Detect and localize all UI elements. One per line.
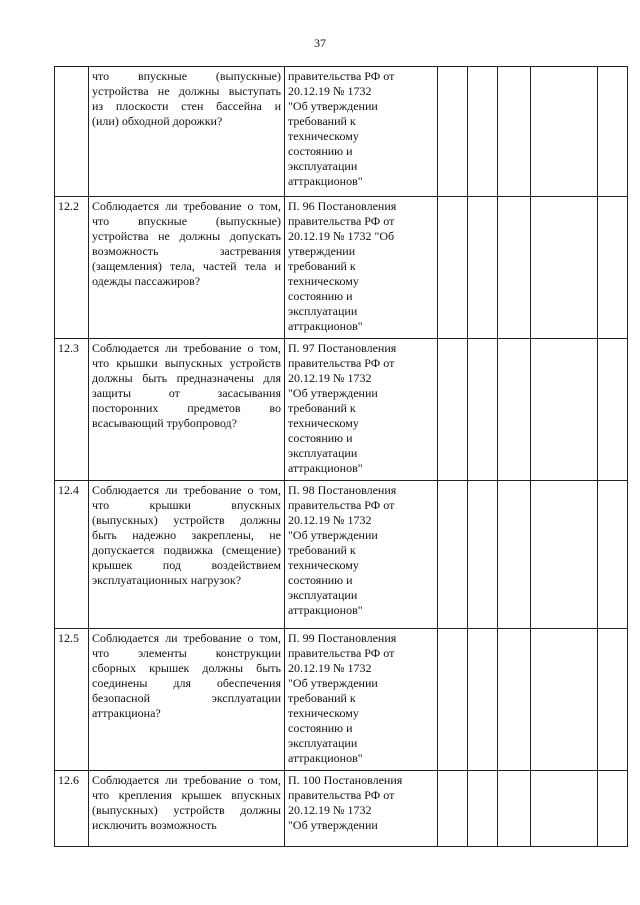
basis-line: требований к [288, 691, 356, 705]
basis-line: П. 100 Постановления [288, 773, 403, 787]
basis-line: аттракционов" [288, 319, 363, 333]
checklist-row [55, 339, 628, 481]
basis-line: правительства РФ от [288, 788, 395, 802]
answer-yes-cell [438, 197, 468, 339]
question-line: допускается подвижка (смещение) [92, 543, 281, 557]
notes-cell [531, 481, 598, 629]
question-line: крышек под воздействием [92, 558, 281, 572]
answer-yes-cell [438, 67, 468, 197]
basis-line: требований к [288, 114, 356, 128]
answer-no-cell [468, 197, 498, 339]
basis-line: правительства РФ от [288, 69, 395, 83]
requirement-question [89, 771, 285, 847]
answer-na-cell [498, 67, 531, 197]
answer-no-cell [468, 771, 498, 847]
question-line: должны быть предназначены для [92, 371, 281, 385]
question-line: одежды пассажиров? [92, 274, 201, 288]
basis-line: состоянию и [288, 144, 353, 158]
basis-line: П. 98 Постановления [288, 483, 397, 497]
basis-line: требований к [288, 543, 356, 557]
basis-line: правительства РФ от [288, 498, 395, 512]
legal-basis [285, 197, 438, 339]
requirement-question [89, 629, 285, 771]
basis-line: аттракционов" [288, 461, 363, 475]
basis-line: требований к [288, 259, 356, 273]
question-line: Соблюдается ли требование о том, [92, 199, 281, 213]
basis-line: требований к [288, 401, 356, 415]
requirement-question [89, 481, 285, 629]
basis-line: эксплуатации [288, 304, 358, 318]
basis-line: 20.12.19 № 1732 [288, 661, 372, 675]
question-line: эксплуатационных нагрузок? [92, 573, 242, 587]
answer-na-cell [498, 481, 531, 629]
extra-cell [598, 629, 628, 771]
answer-no-cell [468, 67, 498, 197]
basis-line: аттракционов" [288, 174, 363, 188]
basis-line: правительства РФ от [288, 646, 395, 660]
question-line: что крышки впускных [92, 498, 281, 512]
checklist-table [54, 66, 628, 847]
question-line: исключить возможность [92, 818, 217, 832]
question-line: возможность застревания [92, 244, 281, 258]
basis-line: эксплуатации [288, 588, 358, 602]
notes-cell [531, 771, 598, 847]
basis-line: "Об утверждении [288, 386, 378, 400]
question-line: устройства не должны выступать [92, 84, 281, 98]
answer-na-cell [498, 197, 531, 339]
question-line: (или) обходной дорожки? [92, 114, 223, 128]
basis-line: эксплуатации [288, 446, 358, 460]
checklist-row [55, 197, 628, 339]
question-line: посторонних предметов во [92, 401, 281, 415]
question-line: Соблюдается ли требование о том, [92, 341, 281, 355]
question-line: из плоскости стен бассейна и [92, 99, 281, 113]
item-number: 12.5 [55, 629, 89, 771]
answer-yes-cell [438, 339, 468, 481]
checklist-rows [55, 67, 628, 847]
basis-line: 20.12.19 № 1732 [288, 84, 372, 98]
requirement-question [89, 67, 285, 197]
basis-line: П. 97 Постановления [288, 341, 397, 355]
question-line: защиты от засасывания [92, 386, 281, 400]
checklist-row [55, 67, 628, 197]
basis-line: "Об утверждении [288, 676, 378, 690]
basis-line: аттракционов" [288, 751, 363, 765]
extra-cell [598, 339, 628, 481]
legal-basis [285, 339, 438, 481]
basis-line: техническому [288, 274, 359, 288]
basis-line: "Об утверждении [288, 528, 378, 542]
basis-line: 20.12.19 № 1732 "Об [288, 229, 395, 243]
requirement-question [89, 197, 285, 339]
answer-na-cell [498, 629, 531, 771]
notes-cell [531, 339, 598, 481]
basis-line: правительства РФ от [288, 214, 395, 228]
question-line: что крышки выпускных устройств [92, 356, 281, 370]
question-line: устройства не должны допускать [92, 229, 281, 243]
answer-yes-cell [438, 771, 468, 847]
basis-line: состоянию и [288, 573, 353, 587]
basis-line: П. 96 Постановления [288, 199, 397, 213]
checklist-row [55, 481, 628, 629]
item-number: 12.4 [55, 481, 89, 629]
question-line: (выпускных) устройств должны [92, 803, 281, 817]
legal-basis [285, 771, 438, 847]
extra-cell [598, 771, 628, 847]
question-line: Соблюдается ли требование о том, [92, 631, 281, 645]
item-number: 12.2 [55, 197, 89, 339]
extra-cell [598, 67, 628, 197]
basis-line: эксплуатации [288, 159, 358, 173]
basis-line: 20.12.19 № 1732 [288, 513, 372, 527]
basis-line: П. 99 Постановления [288, 631, 397, 645]
checklist-row [55, 771, 628, 847]
basis-line: "Об утверждении [288, 99, 378, 113]
question-line: соединены для обеспечения [92, 676, 281, 690]
question-line: (выпускных) устройств должны [92, 513, 281, 527]
basis-line: эксплуатации [288, 736, 358, 750]
basis-line: правительства РФ от [288, 356, 395, 370]
question-line: всасывающий трубопровод? [92, 416, 237, 430]
answer-na-cell [498, 339, 531, 481]
notes-cell [531, 67, 598, 197]
notes-cell [531, 197, 598, 339]
basis-line: аттракционов" [288, 603, 363, 617]
question-line: быть надежно закреплены, не [92, 528, 281, 542]
answer-no-cell [468, 629, 498, 771]
legal-basis [285, 67, 438, 197]
requirement-question [89, 339, 285, 481]
basis-line: техническому [288, 706, 359, 720]
answer-na-cell [498, 771, 531, 847]
item-number: 12.6 [55, 771, 89, 847]
question-line: что впускные (выпускные) [92, 69, 281, 83]
basis-line: состоянию и [288, 289, 353, 303]
answer-no-cell [468, 339, 498, 481]
basis-line: 20.12.19 № 1732 [288, 371, 372, 385]
basis-line: состоянию и [288, 721, 353, 735]
basis-line: техническому [288, 558, 359, 572]
legal-basis [285, 629, 438, 771]
extra-cell [598, 481, 628, 629]
question-line: Соблюдается ли требование о том, [92, 773, 281, 787]
basis-line: "Об утверждении [288, 818, 378, 832]
basis-line: состоянию и [288, 431, 353, 445]
basis-line: утверждении [288, 244, 356, 258]
answer-yes-cell [438, 481, 468, 629]
question-line: безопасной эксплуатации [92, 691, 281, 705]
question-line: что элементы конструкции [92, 646, 281, 660]
extra-cell [598, 197, 628, 339]
basis-line: техническому [288, 416, 359, 430]
answer-yes-cell [438, 629, 468, 771]
question-line: сборных крышек должны быть [92, 661, 281, 675]
item-number [55, 67, 89, 197]
legal-basis [285, 481, 438, 629]
notes-cell [531, 629, 598, 771]
page-number: 37 [314, 36, 326, 50]
question-line: Соблюдается ли требование о том, [92, 483, 281, 497]
checklist-row [55, 629, 628, 771]
answer-no-cell [468, 481, 498, 629]
question-line: (защемления) тела, частей тела и [92, 259, 281, 273]
basis-line: техническому [288, 129, 359, 143]
basis-line: 20.12.19 № 1732 [288, 803, 372, 817]
question-line: аттракциона? [92, 706, 161, 720]
question-line: что крепления крышек впускных [92, 788, 281, 802]
item-number: 12.3 [55, 339, 89, 481]
question-line: что впускные (выпускные) [92, 214, 281, 228]
